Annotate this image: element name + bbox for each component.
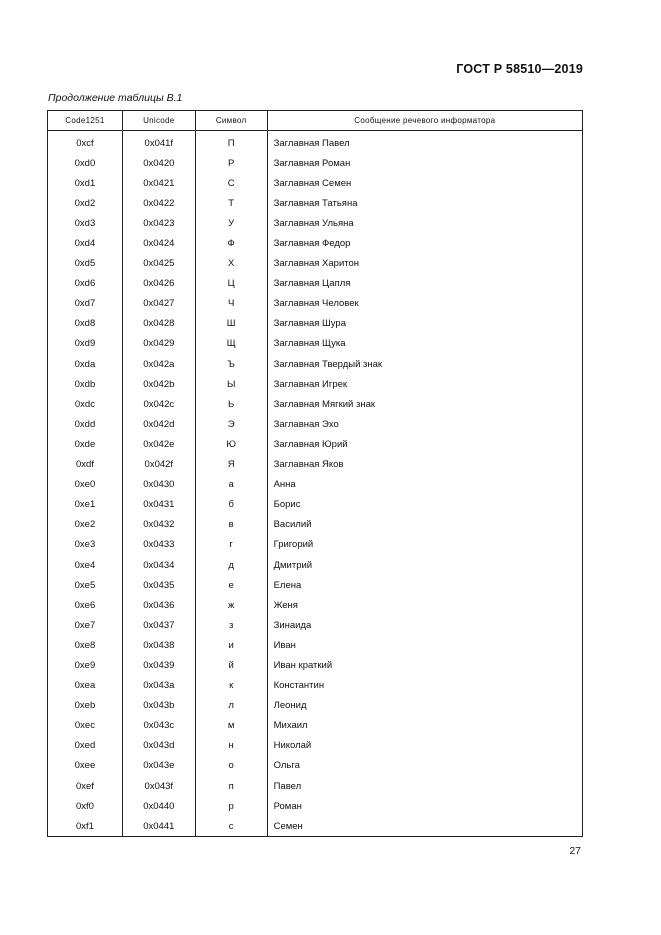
table-row — [48, 294, 583, 314]
code1251-cell: 0xf0 — [48, 796, 123, 816]
table-row — [48, 374, 583, 394]
symbol-cell: г — [195, 535, 267, 555]
code1251-cell: 0xd9 — [48, 334, 123, 354]
unicode-cell: 0x0420 — [122, 153, 195, 173]
page-number: 27 — [569, 845, 581, 857]
symbol-cell: н — [195, 736, 267, 756]
symbol-cell: е — [195, 575, 267, 595]
symbol-cell: Я — [195, 455, 267, 475]
symbol-cell: в — [195, 515, 267, 535]
symbol-cell: а — [195, 475, 267, 495]
message-cell: Елена — [267, 575, 582, 595]
unicode-cell: 0x042d — [122, 414, 195, 434]
unicode-cell: 0x0436 — [122, 595, 195, 615]
code1251-cell: 0xdd — [48, 414, 123, 434]
symbol-cell: Р — [195, 153, 267, 173]
unicode-cell: 0x042f — [122, 455, 195, 475]
message-cell: Дмитрий — [267, 555, 582, 575]
unicode-cell: 0x0423 — [122, 213, 195, 233]
code1251-cell: 0xd5 — [48, 254, 123, 274]
code1251-cell: 0xed — [48, 736, 123, 756]
code1251-cell: 0xdc — [48, 394, 123, 414]
unicode-cell: 0x0439 — [122, 655, 195, 675]
symbol-cell: Ъ — [195, 354, 267, 374]
table-row — [48, 736, 583, 756]
unicode-cell: 0x043e — [122, 756, 195, 776]
message-cell: Иван краткий — [267, 655, 582, 675]
symbol-cell: Э — [195, 414, 267, 434]
message-cell: Семен — [267, 816, 582, 837]
message-cell: Михаил — [267, 716, 582, 736]
symbol-cell: о — [195, 756, 267, 776]
message-cell: Зинаида — [267, 615, 582, 635]
column-header-message: Сообщение речевого информатора — [267, 111, 582, 131]
symbol-cell: б — [195, 495, 267, 515]
code1251-cell: 0xda — [48, 354, 123, 374]
unicode-cell: 0x043c — [122, 716, 195, 736]
table-row — [48, 354, 583, 374]
unicode-cell: 0x043d — [122, 736, 195, 756]
table-row — [48, 816, 583, 837]
table-row — [48, 555, 583, 575]
standard-number: ГОСТ Р 58510—2019 — [456, 62, 583, 76]
symbol-cell: Х — [195, 254, 267, 274]
table-header-row — [48, 111, 583, 131]
message-cell: Григорий — [267, 535, 582, 555]
code1251-cell: 0xdf — [48, 455, 123, 475]
unicode-cell: 0x0421 — [122, 173, 195, 193]
column-header-unicode: Unicode — [122, 111, 195, 131]
table-row — [48, 796, 583, 816]
unicode-cell: 0x0430 — [122, 475, 195, 495]
code1251-cell: 0xe2 — [48, 515, 123, 535]
symbol-cell: п — [195, 776, 267, 796]
code1251-cell: 0xe4 — [48, 555, 123, 575]
table-row — [48, 716, 583, 736]
code1251-cell: 0xdb — [48, 374, 123, 394]
table-caption: Продолжение таблицы В.1 — [48, 92, 183, 104]
table-row — [48, 334, 583, 354]
message-cell: Анна — [267, 475, 582, 495]
symbol-cell: ж — [195, 595, 267, 615]
unicode-cell: 0x0441 — [122, 816, 195, 837]
table-row — [48, 254, 583, 274]
unicode-cell: 0x0427 — [122, 294, 195, 314]
unicode-cell: 0x0433 — [122, 535, 195, 555]
unicode-cell: 0x042b — [122, 374, 195, 394]
unicode-cell: 0x0422 — [122, 193, 195, 213]
table-row — [48, 233, 583, 253]
message-cell: Заглавная Шура — [267, 314, 582, 334]
unicode-cell: 0x0434 — [122, 555, 195, 575]
unicode-cell: 0x0437 — [122, 615, 195, 635]
table-row — [48, 515, 583, 535]
code1251-cell: 0xe5 — [48, 575, 123, 595]
symbol-cell: р — [195, 796, 267, 816]
message-cell: Заглавная Ульяна — [267, 213, 582, 233]
table-row — [48, 696, 583, 716]
symbol-cell: Ш — [195, 314, 267, 334]
message-cell: Заглавная Павел — [267, 131, 582, 154]
unicode-cell: 0x0424 — [122, 233, 195, 253]
unicode-cell: 0x0425 — [122, 254, 195, 274]
symbol-cell: Ы — [195, 374, 267, 394]
table-row — [48, 213, 583, 233]
symbol-cell: Ф — [195, 233, 267, 253]
table-row — [48, 535, 583, 555]
unicode-cell: 0x0440 — [122, 796, 195, 816]
code1251-cell: 0xec — [48, 716, 123, 736]
table-row — [48, 475, 583, 495]
symbol-cell: з — [195, 615, 267, 635]
unicode-cell: 0x0429 — [122, 334, 195, 354]
table-row — [48, 314, 583, 334]
code1251-cell: 0xea — [48, 676, 123, 696]
code1251-cell: 0xe6 — [48, 595, 123, 615]
table-row — [48, 414, 583, 434]
table-row — [48, 455, 583, 475]
message-cell: Константин — [267, 676, 582, 696]
message-cell: Николай — [267, 736, 582, 756]
message-cell: Заглавная Татьяна — [267, 193, 582, 213]
symbol-cell: й — [195, 655, 267, 675]
message-cell: Заглавная Эхо — [267, 414, 582, 434]
unicode-cell: 0x0438 — [122, 635, 195, 655]
table-row — [48, 173, 583, 193]
table-row — [48, 193, 583, 213]
table-row — [48, 615, 583, 635]
table-row — [48, 655, 583, 675]
symbol-cell: Ю — [195, 434, 267, 454]
code1251-cell: 0xe9 — [48, 655, 123, 675]
symbol-cell: л — [195, 696, 267, 716]
message-cell: Женя — [267, 595, 582, 615]
code1251-cell: 0xe0 — [48, 475, 123, 495]
table-row — [48, 635, 583, 655]
table-row — [48, 434, 583, 454]
code1251-cell: 0xd0 — [48, 153, 123, 173]
table-body — [48, 131, 583, 837]
code1251-cell: 0xd1 — [48, 173, 123, 193]
unicode-cell: 0x043b — [122, 696, 195, 716]
unicode-cell: 0x0435 — [122, 575, 195, 595]
message-cell: Борис — [267, 495, 582, 515]
message-cell: Ольга — [267, 756, 582, 776]
table-row — [48, 595, 583, 615]
code1251-cell: 0xd4 — [48, 233, 123, 253]
unicode-cell: 0x041f — [122, 131, 195, 154]
table-row — [48, 776, 583, 796]
code1251-cell: 0xe1 — [48, 495, 123, 515]
symbol-cell: П — [195, 131, 267, 154]
code1251-cell: 0xee — [48, 756, 123, 776]
message-cell: Роман — [267, 796, 582, 816]
table-row — [48, 676, 583, 696]
table-row — [48, 756, 583, 776]
symbol-cell: Ц — [195, 274, 267, 294]
code1251-cell: 0xcf — [48, 131, 123, 154]
message-cell: Заглавная Щука — [267, 334, 582, 354]
message-cell: Заглавная Яков — [267, 455, 582, 475]
message-cell: Заглавная Харитон — [267, 254, 582, 274]
table-row — [48, 394, 583, 414]
message-cell: Заглавная Федор — [267, 233, 582, 253]
unicode-cell: 0x043a — [122, 676, 195, 696]
code1251-cell: 0xef — [48, 776, 123, 796]
table-row — [48, 131, 583, 154]
symbol-cell: д — [195, 555, 267, 575]
symbol-cell: к — [195, 676, 267, 696]
message-cell: Заглавная Человек — [267, 294, 582, 314]
table-row — [48, 274, 583, 294]
message-cell: Заглавная Юрий — [267, 434, 582, 454]
symbol-cell: и — [195, 635, 267, 655]
message-cell: Заглавная Твердый знак — [267, 354, 582, 374]
message-cell: Василий — [267, 515, 582, 535]
symbol-cell: м — [195, 716, 267, 736]
unicode-cell: 0x0428 — [122, 314, 195, 334]
symbol-cell: Ч — [195, 294, 267, 314]
message-cell: Иван — [267, 635, 582, 655]
code1251-cell: 0xd2 — [48, 193, 123, 213]
symbol-cell: Щ — [195, 334, 267, 354]
symbol-cell: С — [195, 173, 267, 193]
message-cell: Павел — [267, 776, 582, 796]
symbol-cell: Ь — [195, 394, 267, 414]
table-row — [48, 495, 583, 515]
unicode-cell: 0x042c — [122, 394, 195, 414]
column-header-code1251: Code1251 — [48, 111, 123, 131]
message-cell: Заглавная Мягкий знак — [267, 394, 582, 414]
code1251-cell: 0xf1 — [48, 816, 123, 837]
symbol-cell: с — [195, 816, 267, 837]
code1251-cell: 0xd7 — [48, 294, 123, 314]
table-row — [48, 575, 583, 595]
unicode-cell: 0x042a — [122, 354, 195, 374]
symbol-cell: У — [195, 213, 267, 233]
code1251-cell: 0xeb — [48, 696, 123, 716]
code1251-cell: 0xd6 — [48, 274, 123, 294]
unicode-cell: 0x0426 — [122, 274, 195, 294]
code1251-cell: 0xe7 — [48, 615, 123, 635]
code1251-cell: 0xe8 — [48, 635, 123, 655]
unicode-cell: 0x0431 — [122, 495, 195, 515]
column-header-symbol: Символ — [195, 111, 267, 131]
code1251-cell: 0xde — [48, 434, 123, 454]
table-row — [48, 153, 583, 173]
message-cell: Заглавная Семен — [267, 173, 582, 193]
message-cell: Заглавная Роман — [267, 153, 582, 173]
code-table — [47, 110, 583, 837]
code1251-cell: 0xe3 — [48, 535, 123, 555]
message-cell: Заглавная Цапля — [267, 274, 582, 294]
message-cell: Леонид — [267, 696, 582, 716]
code1251-cell: 0xd8 — [48, 314, 123, 334]
code1251-cell: 0xd3 — [48, 213, 123, 233]
unicode-cell: 0x0432 — [122, 515, 195, 535]
symbol-cell: Т — [195, 193, 267, 213]
message-cell: Заглавная Игрек — [267, 374, 582, 394]
unicode-cell: 0x043f — [122, 776, 195, 796]
unicode-cell: 0x042e — [122, 434, 195, 454]
